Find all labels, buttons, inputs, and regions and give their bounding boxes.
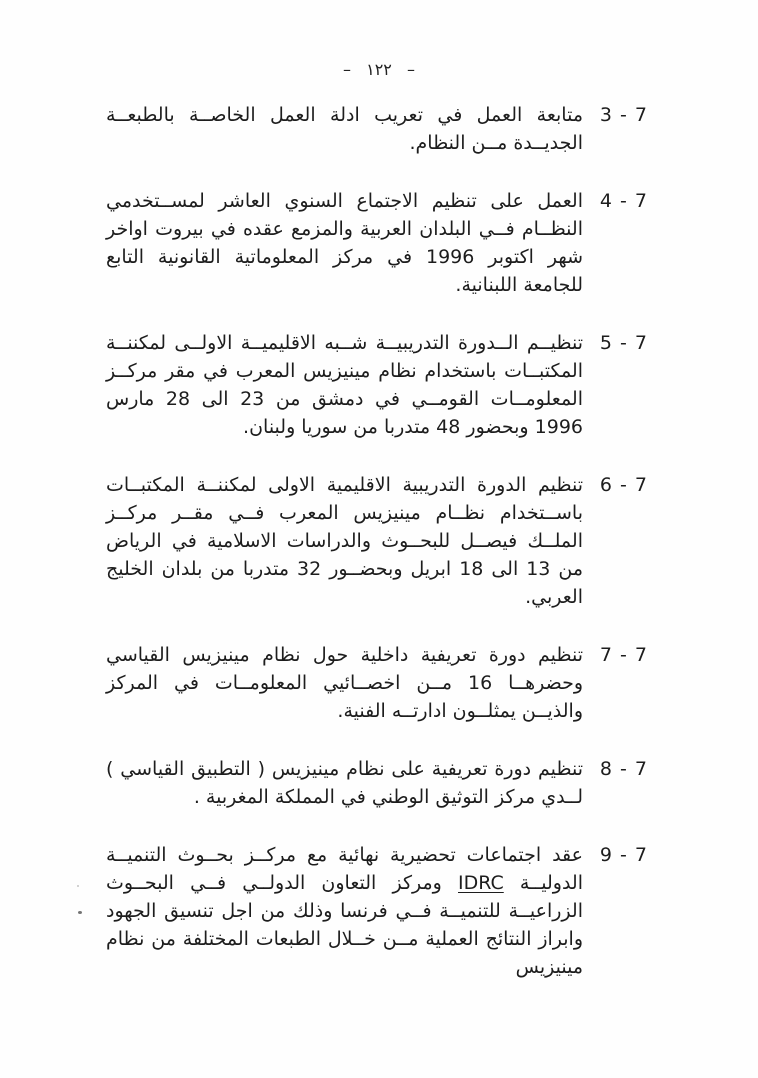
list-item [106,641,648,725]
list-item [106,101,648,157]
item-number: 7 - 9 [599,844,648,866]
list-item [106,755,648,811]
numbered-list [106,101,648,981]
scan-speck-artifact [77,885,79,887]
item-text: تنظيــم الــدورة التدريبيــة شــبه الاقليميــة الاولــى لمكننــة المكتبــات باستخدام نظام مينيزيس المعرب في مقر مركــز المعلومــات القومــي في دمشق من 23 الى 28 مارس 1996 وبحضور 48 متدربا من سوريا ولبنان. [106,332,583,438]
item-number: 7 - 7 [599,644,648,666]
idrc-underlined-text: IDRC [458,872,504,894]
item-text: العمل على تنظيم الاجتماع السنوي العاشر لمســتخدمي النظــام فــي البلدان العربية والمزمع عقده في بيروت اواخر شهر اكتوبر 1996 في مركز المعلوماتية القانونية التابع للجامعة اللبنانية. [106,190,583,296]
item-text-before: عقد اجتماعات تحضيرية نهائية مع مركــز بحــوث التنميــة الدوليــة [106,844,583,894]
item-number: 7 - 3 [599,104,648,126]
scan-speck-artifact [78,911,82,914]
item-text: تنظيم دورة تعريفية على نظام مينيزيس ( التطبيق القياسي ) لــدي مركز التوثيق الوطني في المملكة المغربية . [106,758,583,808]
item-text: تنظيم الدورة التدريبية الاقليمية الاولى لمكننــة المكتبــات باســتخدام نظــام مينيزيس المعرب فــي مقــر مركــز الملــك فيصــل للبحــوث والدراسات الاسلامية في الرياض من 13 الى 18 ابريل وبحضــور 32 متدربا من بلدان الخليج العربي. [106,474,584,608]
item-number: 7 - 8 [599,758,648,780]
item-text-after: ومركز التعاون الدولــي فــي البحــوث الزراعيــة للتنميــة فــي فرنسا وذلك من اجل تنسيق الجهود وابراز النتائج العملية مــن خــلال الطبعات المختلفة من نظام مينيزيس [106,872,583,978]
list-item [106,841,648,981]
item-text: تنظيم دورة تعريفية داخلية حول نظام مينيزيس القياسي وحضرهــا 16 مــن اخصــائيي المعلومــات في المركز والذيــن يمثلــون ادارتــه الفنية. [106,644,583,722]
list-item [106,471,648,611]
item-text [106,841,583,981]
item-text: متابعة العمل في تعريب ادلة العمل الخاصــة بالطبعــة الجديــدة مــن النظام. [106,104,583,154]
list-item [106,329,648,441]
page-number: – ١٢٢ – [343,60,415,79]
list-item [106,187,648,299]
item-number: 7 - 4 [599,190,648,212]
item-number: 7 - 5 [599,332,648,354]
item-number: 7 - 6 [599,474,648,496]
